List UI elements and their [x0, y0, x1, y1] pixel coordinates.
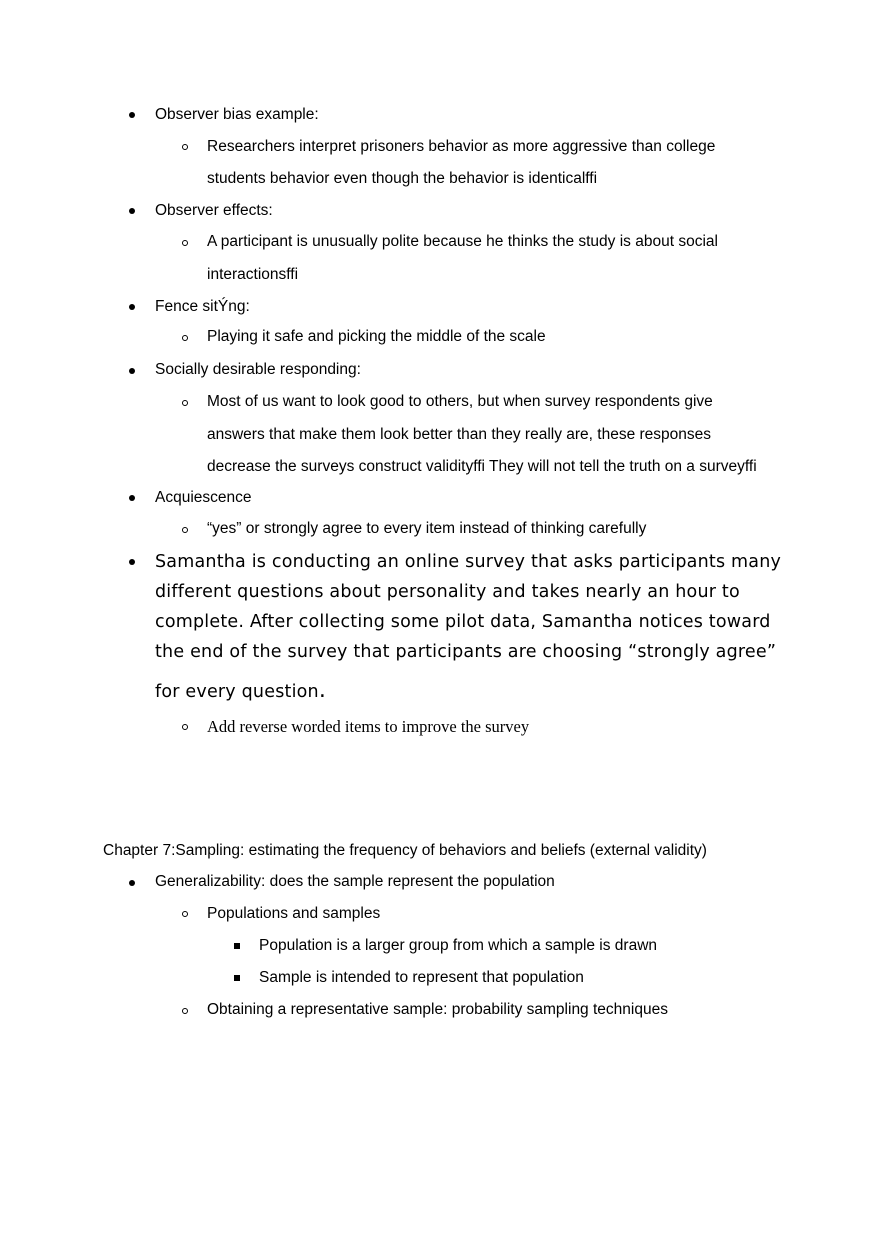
bullet-circle	[182, 724, 188, 730]
bullet-dot	[129, 112, 135, 118]
question-line: Samantha is conducting an online survey that asks participants many	[155, 552, 782, 572]
list-item-continuation: interactionsffi	[207, 266, 299, 283]
bullet-dot	[129, 880, 135, 886]
question-line: different questions about personality and takes nearly an hour to	[155, 582, 740, 602]
list-item: Obtaining a representative sample: probability sampling techniques	[207, 1001, 668, 1018]
list-item: Population is a larger group from which a sample is drawn	[259, 937, 658, 954]
bullet-circle	[182, 911, 188, 917]
list-item-continuation: decrease the surveys construct validityffi They will not tell the truth on a surveyffi	[207, 458, 757, 475]
list-item: Observer bias example:	[155, 106, 319, 123]
question-line: the end of the survey that participants are choosing “strongly agree”	[155, 642, 777, 662]
bullet-square	[234, 943, 240, 949]
list-item: Acquiescence	[155, 489, 252, 506]
list-item: A participant is unusually polite because he thinks the study is about social	[207, 233, 718, 250]
question-period: .	[318, 678, 327, 703]
question-line	[155, 680, 326, 703]
bullet-circle	[182, 400, 188, 406]
list-item: Socially desirable responding:	[155, 361, 361, 378]
list-item: Populations and samples	[207, 905, 381, 922]
list-item: Observer effects:	[155, 202, 273, 219]
list-item-continuation: answers that make them look better than they really are, these responses	[207, 426, 712, 443]
bullet-square	[234, 975, 240, 981]
list-item: “yes” or strongly agree to every item instead of thinking carefully	[207, 520, 647, 537]
answer-item: Add reverse worded items to improve the survey	[207, 717, 530, 736]
question-line: complete. After collecting some pilot data, Samantha notices toward	[155, 612, 771, 632]
list-item: Sample is intended to represent that population	[259, 969, 584, 986]
bullet-circle	[182, 1008, 188, 1014]
bullet-dot	[129, 495, 135, 501]
list-item: Playing it safe and picking the middle of the scale	[207, 328, 546, 345]
list-item-continuation: students behavior even though the behavior is identicalffi	[207, 170, 598, 187]
bullet-circle	[182, 335, 188, 341]
list-item: Fence sitÝng:	[155, 298, 250, 315]
bullet-circle	[182, 527, 188, 533]
list-item: Generalizability: does the sample represent the population	[155, 873, 555, 890]
list-item: Most of us want to look good to others, but when survey respondents give	[207, 393, 713, 410]
bullet-dot	[129, 208, 135, 214]
bullet-circle	[182, 144, 188, 150]
bullet-dot	[129, 304, 135, 310]
chapter-heading: Chapter 7:Sampling: estimating the frequency of behaviors and beliefs (external validity)	[103, 842, 707, 859]
bullet-dot	[129, 559, 135, 565]
question-text: for every question	[155, 682, 319, 702]
bullet-circle	[182, 240, 188, 246]
bullet-dot	[129, 368, 135, 374]
list-item: Researchers interpret prisoners behavior as more aggressive than college	[207, 138, 716, 155]
